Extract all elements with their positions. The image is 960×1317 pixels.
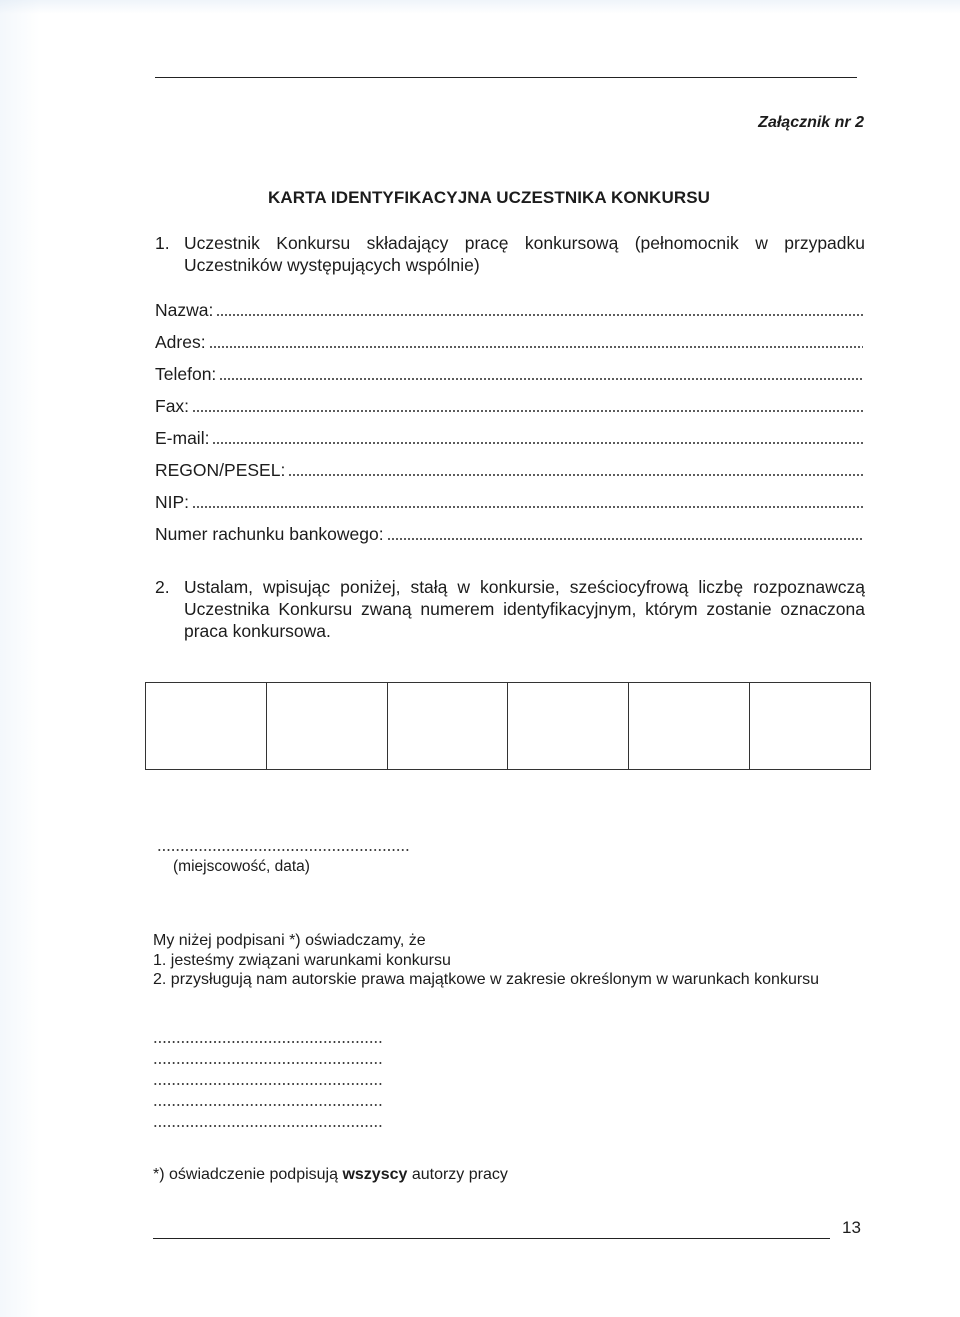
fill-in-dots[interactable]: [212, 442, 863, 444]
id-digit-cell[interactable]: [508, 683, 629, 769]
annex-label: Załącznik nr 2: [758, 114, 864, 131]
section-2: [155, 576, 865, 642]
footnote-suffix: autorzy pracy: [407, 1166, 508, 1183]
signature-line[interactable]: [153, 1104, 383, 1106]
id-digit-cell[interactable]: [146, 683, 267, 769]
section-1-text: Uczestnik Konkursu składający pracę konkursową (pełnomocnik w przypadku Uczestników występujących wspólnie): [184, 233, 865, 275]
section-1-number: 1.: [155, 233, 170, 253]
signature-line[interactable]: [153, 1125, 383, 1127]
fill-in-dots[interactable]: [288, 474, 863, 476]
fill-in-dots[interactable]: [216, 314, 863, 316]
field-label: Telefon:: [155, 364, 217, 384]
id-number-grid: [145, 682, 871, 770]
field-email[interactable]: [155, 425, 863, 449]
field-label: Numer rachunku bankowego:: [155, 524, 384, 544]
page-number: 13: [842, 1218, 861, 1237]
footnote-emphasis: wszyscy: [342, 1166, 408, 1183]
field-label: Nazwa:: [155, 300, 214, 320]
section-2-number: 2.: [155, 577, 170, 597]
field-nip[interactable]: [155, 489, 863, 513]
field-fax[interactable]: [155, 393, 863, 417]
declaration-intro: My niżej podpisani *) oświadczamy, że: [153, 932, 426, 949]
field-adres[interactable]: [155, 329, 863, 353]
declaration-item-1: 1. jesteśmy związani warunkami konkursu: [153, 951, 451, 969]
field-label: REGON/PESEL:: [155, 460, 286, 480]
signature-line[interactable]: [153, 1062, 383, 1064]
top-rule: [155, 77, 857, 78]
fill-in-dots[interactable]: [192, 506, 863, 508]
field-bank-account[interactable]: [155, 521, 863, 545]
field-nazwa[interactable]: [155, 297, 863, 321]
section-2-text: Ustalam, wpisując poniżej, stałą w konkursie, sześciocyfrową liczbę rozpoznawczą Uczestnika Konkursu zwaną numerem identyfikacyjnym, którym zostanie oznaczona praca konkursowa.: [184, 577, 865, 641]
signature-line[interactable]: [153, 1083, 383, 1085]
fill-in-dots[interactable]: [209, 346, 863, 348]
place-date-caption: (miejscowość, data): [173, 858, 310, 875]
id-digit-cell[interactable]: [629, 683, 750, 769]
id-digit-cell[interactable]: [388, 683, 509, 769]
field-telefon[interactable]: [155, 361, 863, 385]
id-digit-cell[interactable]: [267, 683, 388, 769]
fill-in-dots[interactable]: [387, 538, 863, 540]
section-1: [155, 232, 865, 276]
field-label: NIP:: [155, 492, 190, 512]
fill-in-dots[interactable]: [192, 410, 863, 412]
field-label: Adres:: [155, 332, 206, 352]
fill-in-dots[interactable]: [219, 378, 863, 380]
form-title: KARTA IDENTYFIKACYJNA UCZESTNIKA KONKURSU: [268, 188, 711, 207]
field-label: E-mail:: [155, 428, 210, 448]
footnote-prefix: *) oświadczenie podpisują: [153, 1166, 343, 1183]
field-label: Fax:: [155, 396, 190, 416]
bottom-rule: [153, 1238, 830, 1239]
declaration: [153, 931, 863, 990]
footnote: [153, 1166, 508, 1184]
declaration-item-2: 2. przysługują nam autorskie prawa majątkowe w zakresie określonym w warunkach konkursu: [153, 971, 820, 988]
id-digit-cell[interactable]: [750, 683, 870, 769]
field-regon-pesel[interactable]: [155, 457, 863, 481]
place-date-dotted-line[interactable]: [157, 849, 409, 851]
signature-line[interactable]: [153, 1041, 383, 1043]
